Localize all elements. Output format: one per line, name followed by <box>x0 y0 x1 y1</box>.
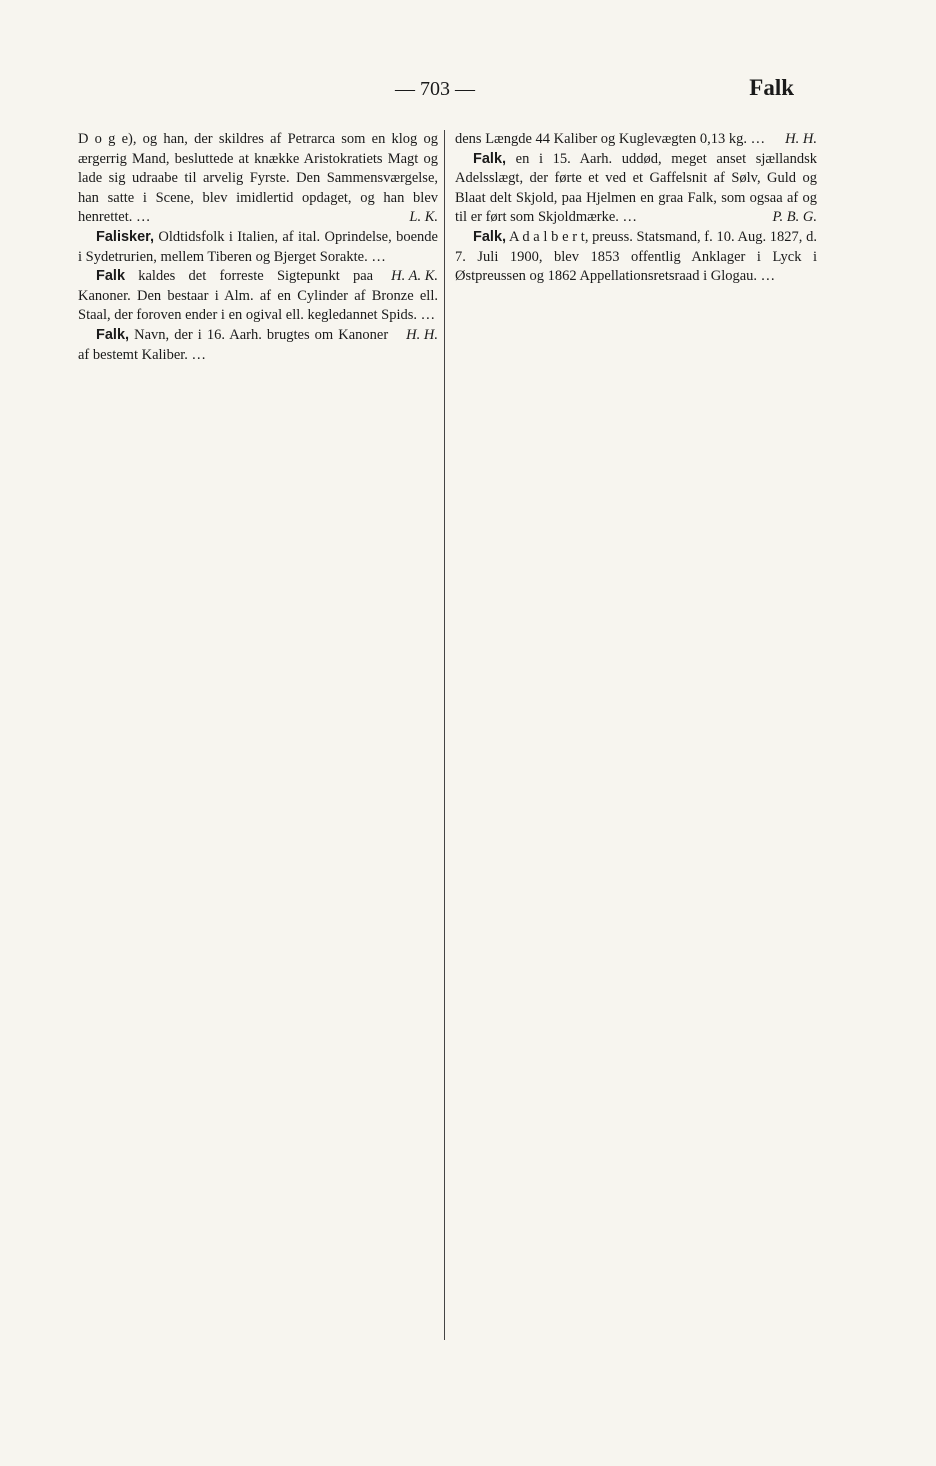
entry-falk-adalbert <box>455 228 817 287</box>
entry-text: Oldtidsfolk i Italien, af ital. Oprindelse, boende i Sydetrurien, mellem Tiberen og Bjerget Sorakte. … <box>78 228 438 265</box>
page-number: — 703 — <box>395 78 475 100</box>
entry-text: en i 15. Aarh. uddød, meget anset sjællandsk Adelsslægt, der førte et ved et Gaffelsnit af Sølv, Guld og Blaat delt Skjold, paa Hjelmen en graa Falk, som ogsaa af og til er ført som Skjoldmærke. … <box>455 150 817 226</box>
entry-headword: Falk <box>96 268 126 285</box>
entry-falk-kanon-continuation <box>455 130 817 150</box>
column-divider <box>444 130 445 1340</box>
entry-headword: Falk, <box>473 150 507 167</box>
right-column <box>455 130 817 287</box>
left-column <box>78 130 438 365</box>
author-signature: L. K. <box>409 209 438 226</box>
entry-text: Navn, der i 16. Aarh. brugtes om Kanoner af bestemt Kaliber. … <box>78 326 389 363</box>
entry-text: dens Længde 44 Kaliber og Kuglevægten 0,13 kg. … <box>455 131 766 147</box>
author-signature: P. B. G. <box>772 209 817 226</box>
entry-headword: Falk, <box>96 326 130 343</box>
author-signature: H. H. <box>406 326 438 343</box>
author-signature: H. H. <box>785 131 817 147</box>
entry-text: kaldes det forreste Sigtepunkt paa Kanoner. Den bestaar i Alm. af en Cylinder af Bronze ell. Staal, der foroven ender i en ogival ell. kegledannet Spids. … <box>78 268 438 324</box>
entry-text: D o g e), og han, der skildres af Petrarca som en klog og ærgerrig Mand, besluttede at knække Aristokratiets Magt og lade sig udraabe til arvelig Fyrste. Den Sammensværgelse, han satte i Scene, blev imidlertid opdaget, og han blev henrettet. … <box>78 131 438 226</box>
page-header <box>0 70 936 110</box>
running-title: Falk <box>749 75 794 100</box>
entry-doge-continuation <box>78 130 438 228</box>
entry-falk-kanon <box>78 326 438 365</box>
entry-text: A d a l b e r t, preuss. Statsmand, f. 10. Aug. 1827, d. 7. Juli 1900, blev 1853 offentlig Anklager i Lyck i Østpreussen og 1862 Appellationsretsraad i Glogau. … <box>455 228 817 285</box>
entry-headword: Falisker, <box>96 228 155 245</box>
author-signature: H. A. K. <box>391 268 438 285</box>
entry-falk-adelsslaegt <box>455 150 817 228</box>
entry-headword: Falk, <box>473 228 507 245</box>
